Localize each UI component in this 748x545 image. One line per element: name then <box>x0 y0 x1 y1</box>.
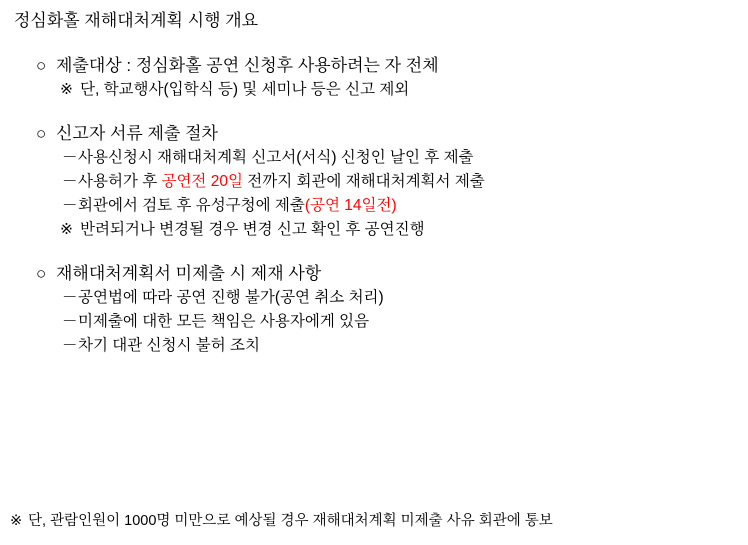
page-title: 정심화홀 재해대처계획 시행 개요 <box>14 11 259 30</box>
circle-marker-icon: ○ <box>36 264 47 283</box>
list-item <box>62 146 738 170</box>
section-heading-text: 제출대상 : 정심화홀 공연 신청후 사용하려는 자 전체 <box>56 56 439 75</box>
section-heading <box>36 262 738 286</box>
dash-marker-icon: － <box>62 313 78 330</box>
list-item-label: 미제출에 대한 모든 책임은 사용자에게 있음 <box>78 313 370 330</box>
list-item <box>62 170 738 194</box>
dash-marker-icon: － <box>62 197 78 214</box>
list-item <box>62 334 738 358</box>
dash-marker-icon: － <box>62 173 78 190</box>
list-item-label: 공연법에 따라 공연 진행 불가(공연 취소 처리) <box>78 289 384 306</box>
list-item-label: 사용신청시 재해대처계획 신고서(서식) 신청인 날인 후 제출 <box>78 149 474 166</box>
list-item-label-suffix: 전까지 회관에 재해대처계획서 제출 <box>242 173 485 190</box>
list-item-label: 반려되거나 변경될 경우 변경 신고 확인 후 공연진행 <box>80 221 425 238</box>
reference-mark-icon: ※ <box>60 221 73 238</box>
list-item <box>60 78 738 102</box>
reference-mark-icon: ※ <box>60 81 73 98</box>
section-heading <box>36 54 738 78</box>
dash-marker-icon: － <box>62 337 78 354</box>
list-item-label: 단, 학교행사(입학식 등) 및 세미나 등은 신고 제외 <box>80 81 410 98</box>
list-item-label: 회관에서 검토 후 유성구청에 제출 <box>78 197 305 214</box>
section-heading-text: 신고자 서류 제출 절차 <box>56 124 218 143</box>
dash-marker-icon: － <box>62 149 78 166</box>
reference-mark-icon: ※ <box>10 513 23 529</box>
circle-marker-icon: ○ <box>36 124 47 143</box>
list-item <box>60 218 738 242</box>
circle-marker-icon: ○ <box>36 56 47 75</box>
list-item-label: 차기 대관 신청시 불허 조치 <box>78 337 260 354</box>
footer-note-text: 단, 관람인원이 1000명 미만으로 예상될 경우 재해대처계획 미제출 사유 회관에 통보 <box>28 513 553 529</box>
list-item <box>62 286 738 310</box>
highlighted-deadline: (공연 14일전) <box>304 197 397 214</box>
section-filing-procedure <box>10 122 738 242</box>
section-penalties <box>10 262 738 358</box>
section-heading <box>36 122 738 146</box>
list-item <box>62 194 738 218</box>
footer-note <box>10 511 553 531</box>
list-item <box>62 310 738 334</box>
section-heading-text: 재해대처계획서 미제출 시 제재 사항 <box>56 264 322 283</box>
section-submission-targets <box>10 54 738 102</box>
list-item-label: 사용허가 후 <box>78 173 162 190</box>
highlighted-deadline: 공연전 20일 <box>161 173 243 190</box>
dash-marker-icon: － <box>62 289 78 306</box>
